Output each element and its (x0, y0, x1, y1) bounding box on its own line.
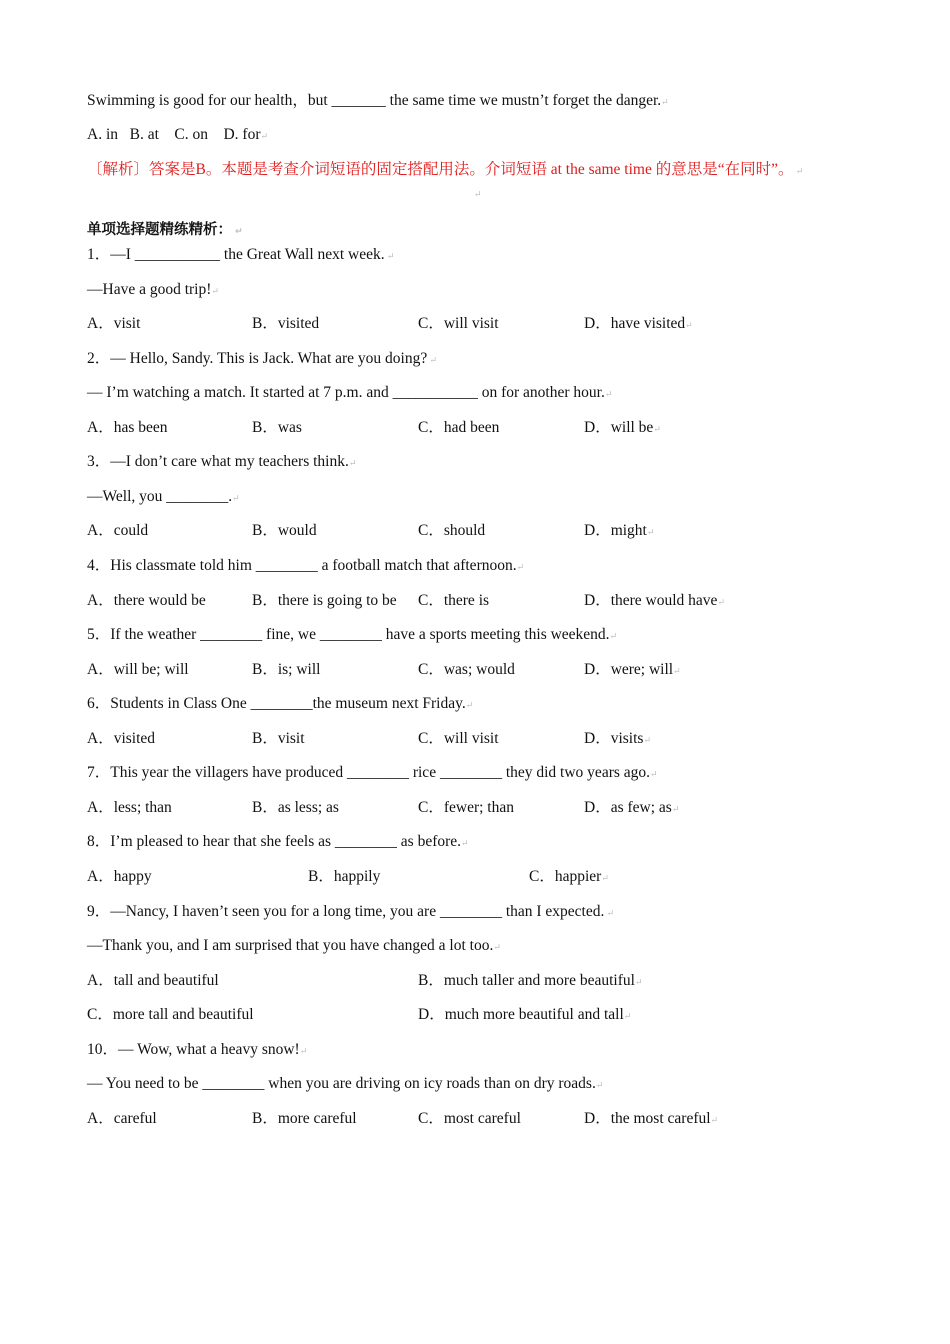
q6-option-d: D．visits↵ (584, 730, 651, 747)
intro-options: A. in B. at C. on D. for↵ (87, 126, 269, 143)
intro-analysis: 〔解析〕答案是B。本题是考查介词短语的固定搭配用法。介词短语 at the same time 的意思是“在同时”。 ↵ (87, 161, 804, 178)
q6-option-c: C．will visit (418, 730, 499, 747)
q7-option-b: B．as less; as (252, 799, 339, 816)
q6-option-a: A．visited (87, 730, 156, 747)
question-9-line-1: 9．—Nancy, I haven’t seen you for a long time, you are ________ than I expected. ↵ (87, 903, 615, 920)
q10-option-d: D．the most careful↵ (584, 1110, 719, 1127)
q9-option-a: A．tall and beautiful (87, 972, 219, 989)
q10-option-a: A．careful (87, 1110, 157, 1127)
q8-option-b: B．happily (308, 868, 381, 885)
q10-option-c: C．most careful (418, 1110, 521, 1127)
q2-option-b: B．was (252, 419, 302, 436)
q3-option-b: B．would (252, 522, 317, 539)
question-4-line-1: 4．His classmate told him ________ a football match that afternoon.↵ (87, 557, 525, 574)
q3-option-c: C．should (418, 522, 486, 539)
q3-option-d: D．might↵ (584, 522, 655, 539)
q4-option-c: C．there is (418, 592, 490, 609)
q1-option-d: D．have visited↵ (584, 315, 693, 332)
question-1-line-1: 1．—I ___________ the Great Wall next week. ↵ (87, 246, 395, 263)
q5-option-b: B．is; will (252, 661, 321, 678)
q5-option-d: D．were; will↵ (584, 661, 681, 678)
q1-option-b: B．visited (252, 315, 320, 332)
q4-option-b: B．there is going to be (252, 592, 397, 609)
q2-option-a: A．has been (87, 419, 168, 436)
q3-option-a: A．could (87, 522, 149, 539)
question-8-line-1: 8．I’m pleased to hear that she feels as ________ as before.↵ (87, 833, 469, 850)
q2-option-c: C．had been (418, 419, 500, 436)
q7-option-a: A．less; than (87, 799, 172, 816)
q4-option-d: D．there would have↵ (584, 592, 725, 609)
q1-option-c: C．will visit (418, 315, 499, 332)
q1-option-a: A．visit (87, 315, 141, 332)
question-6-line-1: 6．Students in Class One ________the museum next Friday.↵ (87, 695, 474, 712)
q7-option-d: D．as few; as↵ (584, 799, 680, 816)
q9-option-c: C．more tall and beautiful (87, 1006, 254, 1023)
question-2-line-1: 2．— Hello, Sandy. This is Jack. What are you doing? ↵ (87, 350, 438, 367)
question-10-line-1: 10．— Wow, what a heavy snow!↵ (87, 1041, 308, 1058)
q7-option-c: C．fewer; than (418, 799, 514, 816)
question-1-line-2: —Have a good trip!↵ (87, 281, 219, 298)
q2-option-d: D．will be↵ (584, 419, 661, 436)
question-3-line-1: 3．—I don’t care what my teachers think.↵ (87, 453, 357, 470)
question-3-line-2: —Well, you ________.↵ (87, 488, 240, 505)
q5-option-c: C．was; would (418, 661, 515, 678)
q8-option-c: C．happier↵ (529, 868, 609, 885)
q4-option-a: A．there would be (87, 592, 206, 609)
q9-option-d: D．much more beautiful and tall↵ (418, 1006, 632, 1023)
q6-option-b: B．visit (252, 730, 305, 747)
question-2-line-2: — I’m watching a match. It started at 7 p.m. and ___________ on for another hour.↵ (87, 384, 613, 401)
q9-option-b: B．much taller and more beautiful↵ (418, 972, 643, 989)
question-10-line-2: — You need to be ________ when you are driving on icy roads than on dry roads.↵ (87, 1075, 604, 1092)
q8-option-a: A．happy (87, 868, 152, 885)
question-7-line-1: 7．This year the villagers have produced ________ rice ________ they did two years ago.↵ (87, 764, 658, 781)
section-title: 单项选择题精练精析： ↵ (87, 222, 243, 238)
q5-option-a: A．will be; will (87, 661, 189, 678)
intro-question: Swimming is good for our health，but _______ the same time we mustn’t forget the danger.↵ (87, 92, 669, 109)
q10-option-b: B．more careful (252, 1110, 357, 1127)
question-5-line-1: 5．If the weather ________ fine, we ________ have a sports meeting this weekend.↵ (87, 626, 618, 643)
question-9-line-2: —Thank you, and I am surprised that you have changed a lot too.↵ (87, 937, 501, 954)
